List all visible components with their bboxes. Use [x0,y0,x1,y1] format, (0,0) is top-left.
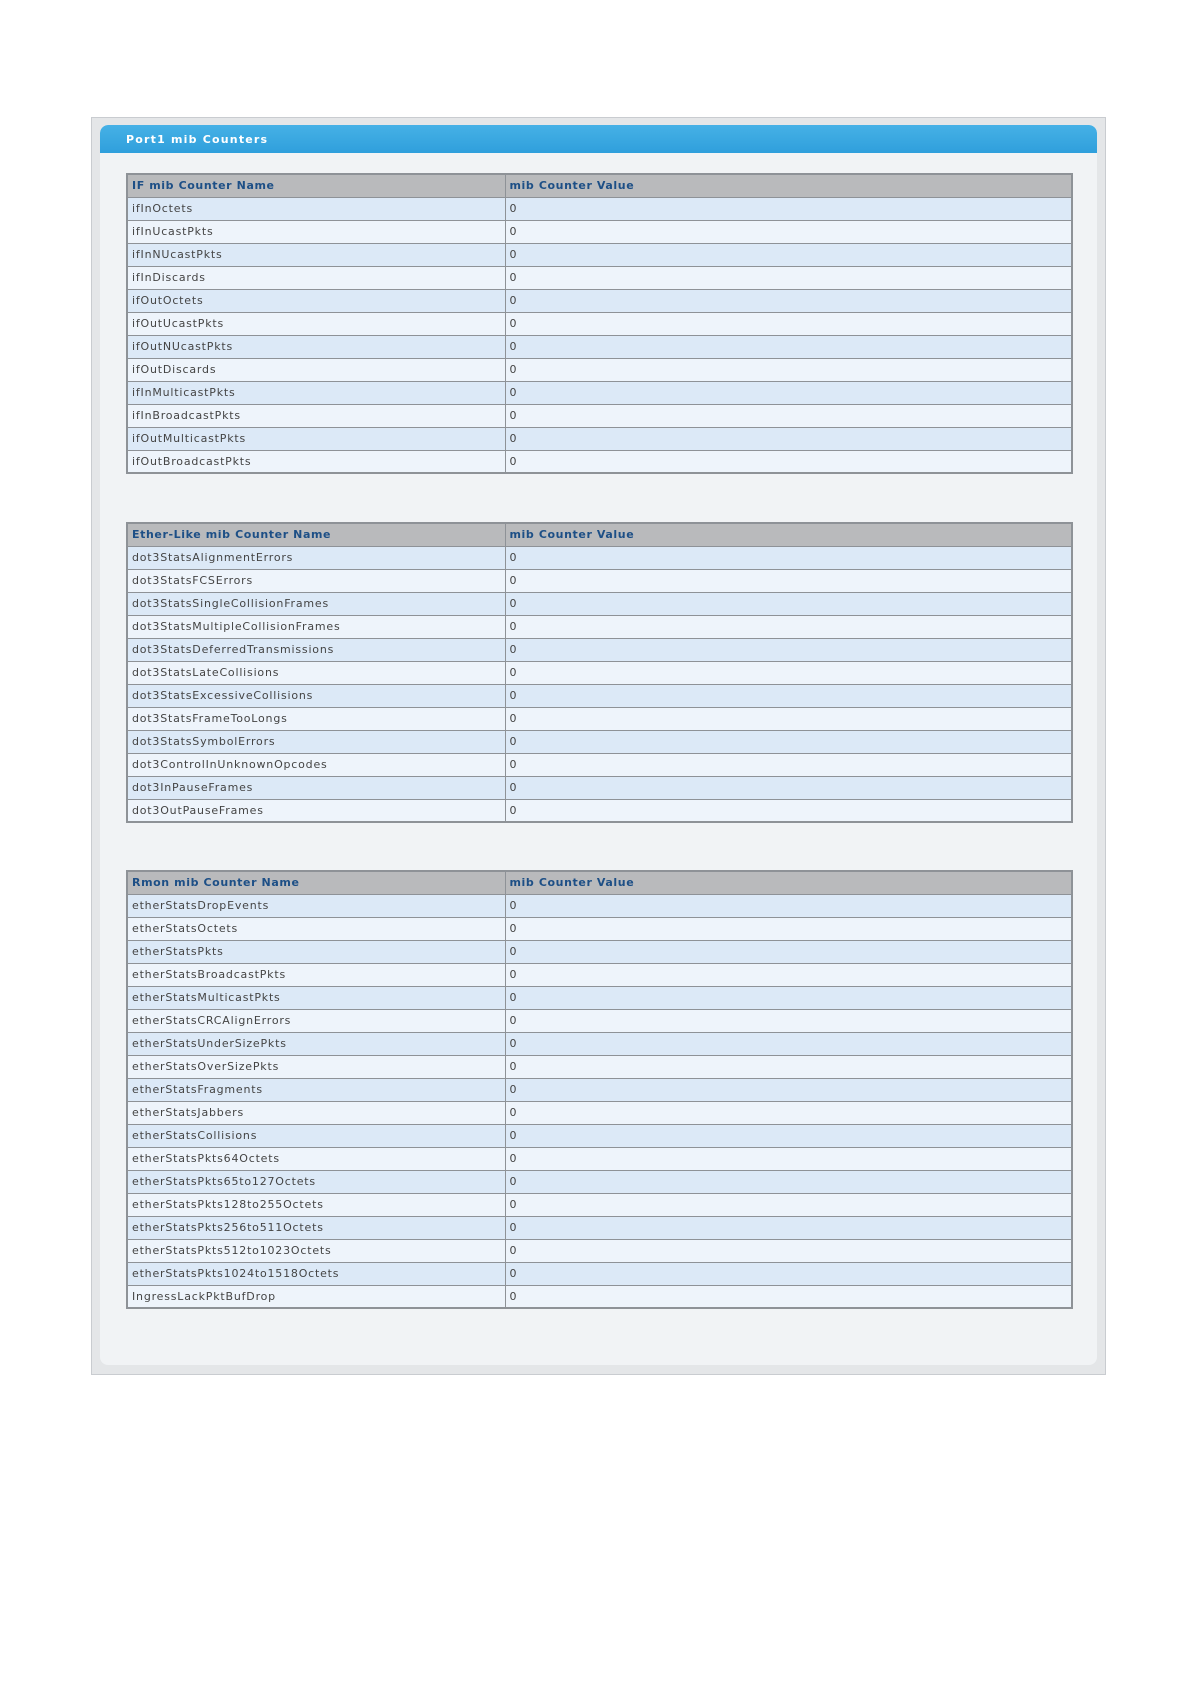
counter-name: etherStatsPkts [127,940,505,963]
table-row [127,592,1072,615]
table-row [127,546,1072,569]
table-row [127,638,1072,661]
panel-header [100,125,1097,153]
counter-value: 0 [505,1216,1072,1239]
table-row [127,986,1072,1009]
table-row [127,1285,1072,1308]
table-row [127,427,1072,450]
panel-title: Port1 mib Counters [126,132,269,146]
counter-name: etherStatsPkts512to1023Octets [127,1239,505,1262]
table-row [127,917,1072,940]
table-header-row [127,174,1072,197]
table-row [127,335,1072,358]
counter-value: 0 [505,894,1072,917]
table-row [127,615,1072,638]
table-row [127,940,1072,963]
column-header-counter-name: IF mib Counter Name [127,174,505,197]
table-row [127,243,1072,266]
counter-name: ifInUcastPkts [127,220,505,243]
counter-name: ifOutMulticastPkts [127,427,505,450]
counter-value: 0 [505,1262,1072,1285]
counter-name: dot3StatsAlignmentErrors [127,546,505,569]
counter-name: etherStatsOverSizePkts [127,1055,505,1078]
rmon-mib-table [126,870,1073,1309]
table-row [127,894,1072,917]
counter-value: 0 [505,730,1072,753]
counter-value: 0 [505,1055,1072,1078]
table-row [127,1262,1072,1285]
counter-name: IngressLackPktBufDrop [127,1285,505,1308]
counter-value: 0 [505,615,1072,638]
table-row [127,266,1072,289]
counter-value: 0 [505,684,1072,707]
counter-value: 0 [505,1170,1072,1193]
table-row [127,707,1072,730]
table-row [127,289,1072,312]
counter-value: 0 [505,753,1072,776]
table-header-row [127,523,1072,546]
table-row [127,569,1072,592]
counter-value: 0 [505,1239,1072,1262]
counter-value: 0 [505,661,1072,684]
counter-name: etherStatsPkts65to127Octets [127,1170,505,1193]
counter-value: 0 [505,986,1072,1009]
counter-value: 0 [505,917,1072,940]
table-row [127,312,1072,335]
table-row [127,963,1072,986]
table-row [127,730,1072,753]
counter-name: etherStatsUnderSizePkts [127,1032,505,1055]
ether-like-mib-table [126,522,1073,823]
counter-name: etherStatsDropEvents [127,894,505,917]
counter-value: 0 [505,592,1072,615]
counter-name: ifOutUcastPkts [127,312,505,335]
table-row [127,404,1072,427]
counter-value: 0 [505,427,1072,450]
counter-value: 0 [505,1285,1072,1308]
counter-value: 0 [505,940,1072,963]
counter-name: dot3StatsSingleCollisionFrames [127,592,505,615]
counter-value: 0 [505,638,1072,661]
counter-value: 0 [505,312,1072,335]
counter-name: etherStatsJabbers [127,1101,505,1124]
counter-value: 0 [505,1078,1072,1101]
counter-value: 0 [505,776,1072,799]
table-row [127,1055,1072,1078]
counter-value: 0 [505,358,1072,381]
content-frame [91,117,1106,1375]
counter-name: dot3StatsLateCollisions [127,661,505,684]
table-row [127,220,1072,243]
table-row [127,1124,1072,1147]
counter-value: 0 [505,1032,1072,1055]
counter-value: 0 [505,381,1072,404]
counter-value: 0 [505,1193,1072,1216]
counter-value: 0 [505,1147,1072,1170]
counter-name: etherStatsOctets [127,917,505,940]
counter-value: 0 [505,450,1072,473]
column-header-counter-value: mib Counter Value [505,871,1072,894]
counter-value: 0 [505,569,1072,592]
table-row [127,799,1072,822]
counter-name: ifOutBroadcastPkts [127,450,505,473]
counter-name: ifInOctets [127,197,505,220]
table-row [127,753,1072,776]
counter-value: 0 [505,1009,1072,1032]
counter-value: 0 [505,1101,1072,1124]
table-row [127,358,1072,381]
counter-name: etherStatsPkts1024to1518Octets [127,1262,505,1285]
table-row [127,684,1072,707]
table-row [127,1009,1072,1032]
counter-name: dot3StatsSymbolErrors [127,730,505,753]
counter-name: ifOutNUcastPkts [127,335,505,358]
counter-name: dot3OutPauseFrames [127,799,505,822]
column-header-counter-name: Ether-Like mib Counter Name [127,523,505,546]
counter-value: 0 [505,1124,1072,1147]
counter-name: ifInMulticastPkts [127,381,505,404]
counter-value: 0 [505,289,1072,312]
counter-name: dot3StatsFrameTooLongs [127,707,505,730]
counter-name: dot3StatsDeferredTransmissions [127,638,505,661]
port-mib-counters-panel [100,125,1097,1365]
if-mib-table [126,173,1073,474]
column-header-counter-value: mib Counter Value [505,523,1072,546]
counter-name: etherStatsPkts64Octets [127,1147,505,1170]
table-row [127,1032,1072,1055]
table-row [127,1193,1072,1216]
counter-name: etherStatsFragments [127,1078,505,1101]
counter-name: etherStatsBroadcastPkts [127,963,505,986]
table-row [127,1147,1072,1170]
counter-name: ifInBroadcastPkts [127,404,505,427]
table-row [127,1239,1072,1262]
table-row [127,1101,1072,1124]
table-header-row [127,871,1072,894]
counter-value: 0 [505,266,1072,289]
counter-name: ifInDiscards [127,266,505,289]
counter-name: dot3StatsFCSErrors [127,569,505,592]
table-row [127,1170,1072,1193]
table-row [127,1216,1072,1239]
counter-name: dot3StatsMultipleCollisionFrames [127,615,505,638]
counter-value: 0 [505,197,1072,220]
table-row [127,381,1072,404]
counter-value: 0 [505,799,1072,822]
counter-name: dot3ControlInUnknownOpcodes [127,753,505,776]
counter-value: 0 [505,963,1072,986]
table-row [127,776,1072,799]
counter-name: ifOutDiscards [127,358,505,381]
table-row [127,661,1072,684]
counter-value: 0 [505,546,1072,569]
counter-name: etherStatsMulticastPkts [127,986,505,1009]
column-header-counter-name: Rmon mib Counter Name [127,871,505,894]
column-header-counter-value: mib Counter Value [505,174,1072,197]
counter-name: etherStatsPkts128to255Octets [127,1193,505,1216]
counter-name: ifInNUcastPkts [127,243,505,266]
counter-value: 0 [505,335,1072,358]
counter-value: 0 [505,707,1072,730]
counter-value: 0 [505,243,1072,266]
counter-name: etherStatsPkts256to511Octets [127,1216,505,1239]
table-row [127,450,1072,473]
counter-name: dot3InPauseFrames [127,776,505,799]
table-row [127,197,1072,220]
counter-name: etherStatsCRCAlignErrors [127,1009,505,1032]
counter-name: etherStatsCollisions [127,1124,505,1147]
counter-name: dot3StatsExcessiveCollisions [127,684,505,707]
counter-value: 0 [505,220,1072,243]
table-row [127,1078,1072,1101]
counter-value: 0 [505,404,1072,427]
counter-name: ifOutOctets [127,289,505,312]
